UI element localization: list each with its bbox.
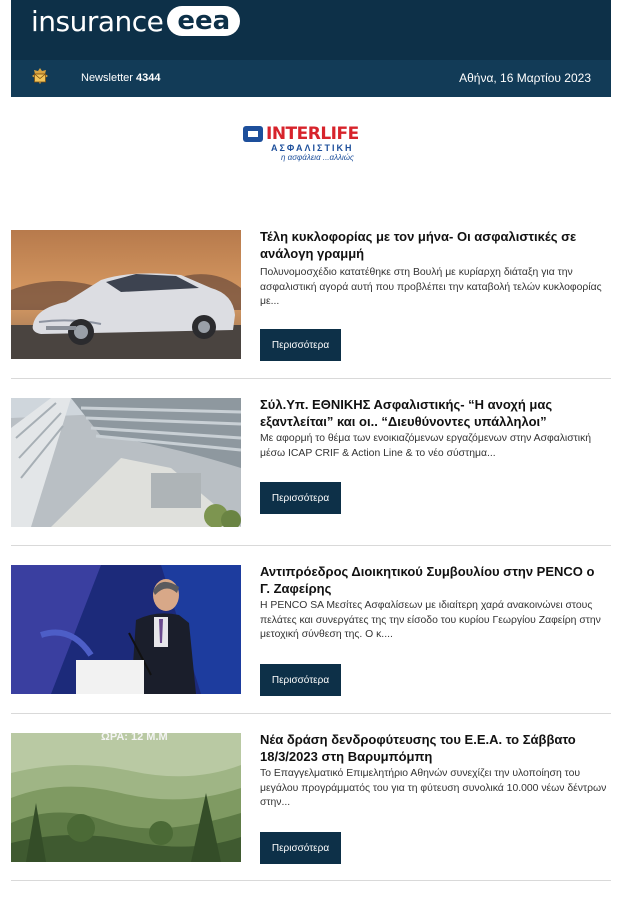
sponsor-subtitle: ΑΣΦΑΛΙΣΤΙΚΗ [271, 143, 354, 153]
article-image-building[interactable] [11, 398, 241, 527]
article-title[interactable]: Σύλ.Υπ. ΕΘΝΙΚΗΣ Ασφαλιστικής- “Η ανοχή μας εξαντλείται” και οι.. “Διευθύνοντες υπάλληλοι” [260, 397, 553, 429]
site-logo[interactable] [31, 4, 240, 38]
newsletter-number: 4344 [136, 72, 161, 84]
article-title[interactable]: Νέα δράση δενδροφύτευσης του Ε.Ε.Α. το Σάββατο 18/3/2023 στη Βαρυμπόμπη [260, 732, 576, 764]
article-excerpt: Με αφορμή το θέμα των ενοικιαζόμενων εργαζόμενων στην Ασφαλιστική μέσω ICAP CRIF & Action Line & το νέο σύστημα... [260, 433, 592, 459]
read-more-button[interactable]: Περισσότερα [260, 329, 341, 361]
forest-illustration [11, 733, 241, 862]
divider [11, 713, 611, 714]
read-more-button[interactable]: Περισσότερα [260, 482, 341, 514]
article-excerpt: Πολυνομοσχέδιο κατατέθηκε στη Βουλή με κυρίαρχη διάταξη για την ασφαλιστική αγορά αυτή που προβλέπει την καταβολή τελών κυκλοφορίας με... [260, 267, 602, 307]
sponsor-logo [243, 124, 379, 144]
article-card [11, 733, 611, 901]
article-title[interactable]: Τέλη κυκλοφορίας με τον μήνα- Οι ασφαλιστικές σε ανάλογη γραμμή [260, 229, 577, 261]
article-image-forest[interactable] [11, 733, 241, 862]
sponsor-tagline: η ασφάλεια ...αλλιώς [281, 153, 354, 162]
newsletter-word: Newsletter [81, 72, 133, 84]
forest-image-text: ΩΡΑ: 12 Μ.Μ [101, 733, 168, 743]
divider [11, 378, 611, 379]
article-excerpt: Το Επαγγελματικό Επιμελητήριο Αθηνών συνεχίζει την υλοποίηση του μεγάλου προγράμματός του για τη φύτευση συνολικά 10.000 νέων δέντρων στην... [260, 768, 607, 808]
article-excerpt: Η PENCO SA Μεσίτες Ασφαλίσεων με ιδιαίτερη χαρά ανακοινώνει στους πελάτες και συνεργάτες της την είσοδο του κυρίου Γεωργίου Ζαφείρη στην μετοχική σύνθεση της. Ο κ.... [260, 600, 601, 640]
read-more-button[interactable]: Περισσότερα [260, 664, 341, 696]
sponsor-mark-icon [243, 126, 263, 142]
article-card [11, 565, 611, 733]
article-image-speaker[interactable] [11, 565, 241, 694]
logo-text: insurance [31, 4, 164, 38]
issue-date: Αθήνα, 16 Μαρτίου 2023 [459, 71, 591, 85]
envelope-stamp-icon [32, 68, 48, 86]
speaker-photo [11, 565, 241, 694]
article-title[interactable]: Αντιπρόεδρος Διοικητικού Συμβουλίου στην PENCO ο Γ. Ζαφείρης [260, 564, 595, 596]
sponsor-banner[interactable] [243, 124, 379, 166]
building-photo [11, 398, 241, 527]
header [11, 0, 611, 97]
article-card [11, 398, 611, 566]
car-photo [11, 230, 241, 359]
read-more-button[interactable]: Περισσότερα [260, 832, 341, 864]
article-image-car[interactable] [11, 230, 241, 359]
logo-pill: eea [167, 6, 240, 36]
sponsor-name: INTERLIFE [266, 124, 359, 144]
divider [11, 545, 611, 546]
newsletter-label [81, 72, 161, 84]
article-card [11, 230, 611, 398]
newsletter-bar [11, 60, 611, 97]
